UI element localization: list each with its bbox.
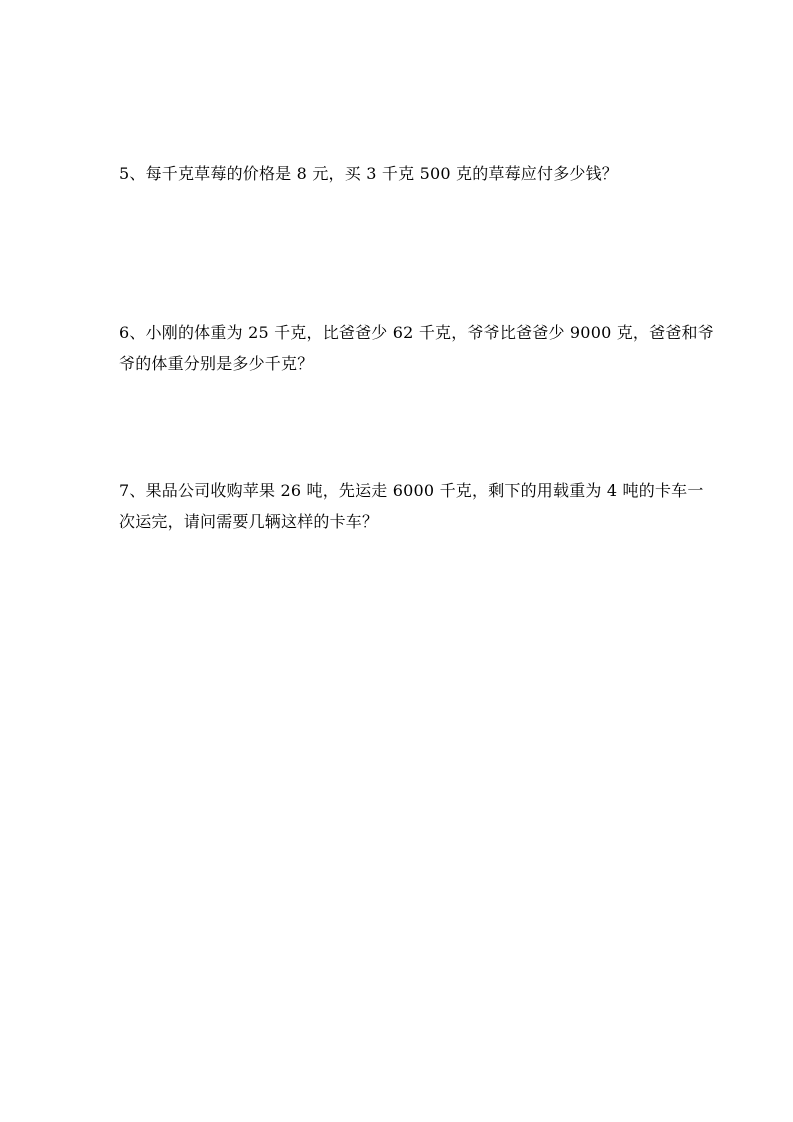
question-6	[119, 317, 714, 379]
question-6-line-2: 爷的体重分别是多少千克？	[119, 354, 314, 373]
question-6-line-1: 6、小刚的体重为 25 千克，比爸爸少 62 千克，爷爷比爸爸少 9000 克，爸爸和爷	[119, 323, 714, 342]
question-7-line-1: 7、果品公司收购苹果 26 吨，先运走 6000 千克，剩下的用载重为 4 吨的卡车一	[119, 481, 704, 500]
question-5	[119, 158, 684, 189]
question-7	[119, 475, 704, 537]
question-7-line-2: 次运完，请问需要几辆这样的卡车？	[119, 512, 379, 531]
question-5-line-1: 5、每千克草莓的价格是 8 元，买 3 千克 500 克的草莓应付多少钱？	[119, 164, 618, 183]
